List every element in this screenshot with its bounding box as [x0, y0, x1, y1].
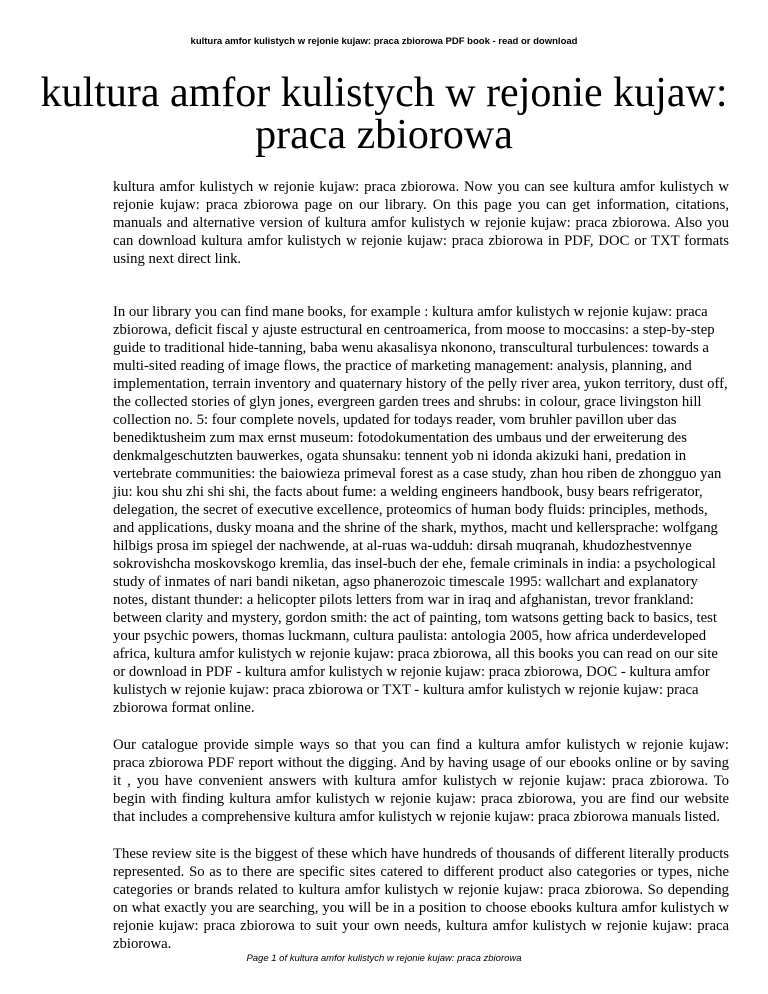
intro-paragraph: kultura amfor kulistych w rejonie kujaw: praca zbiorowa. Now you can see kultura amfor kulistych w rejonie kujaw: praca zbiorowa page on our library. On this page you can get information, citations, manuals and alternative version of kultura amfor kulistych w rejonie kujaw: praca zbiorowa. Also you can download kultura amfor kulistych w rejonie kujaw: praca zbiorowa in PDF, DOC or TXT formats using next direct link. [113, 179, 729, 267]
review-paragraph: These review site is the biggest of these which have hundreds of thousands of different literally products represented. So as to there are specific sites catered to different product also categories or types, niche categories or brands related to kultura amfor kulistych w rejonie kujaw: praca zbiorowa. So depending on what exactly you are searching, you will be in a position to choose ebooks kultura amfor kulistych w rejonie kujaw: praca zbiorowa to suit your own needs, kultura amfor kulistych w rejonie kujaw: praca zbiorowa. [113, 846, 729, 952]
library-paragraph: In our library you can find mane books, for example : kultura amfor kulistych w rejonie kujaw: praca zbiorowa, deficit fiscal y ajuste estructural en centroamerica, from moose to moccasins: a step-by-step guide to traditional hide-tanning, baba wenu akasalisya nkonono, transcultural turbulences: towards a multi-sited reading of image flows, the practice of marketing management: analysis, planning, and implementation, terrain inventory and quaternary history of the pelly river area, yukon territory, dust off, the collected stories of glyn jones, evergreen garden trees and shrubs: in colour, grace livingston hill collection no. 5: four complete novels, updated for todays reader, vom bruhler pavillon uber das benediktusheim zum max ernst museum: fotodokumentation des umbaus und der erweiterung des denkmalgeschutzten bauwerkes, ogata shunsaku: tennent yob ni idonda akizuki hani, predation in vertebrate communities: the baiowieza primeval forest as a case study, zhan hou riben de zhongguo yan jiu: kou shu zhi shi shi, the facts about fume: a welding engineers handbook, busy bears refrigerator, delegation, the secret of executive excellence, proteomics of human body fluids: principles, methods, and applications, dusky moana and the shrine of the shark, mythos, macht und kellersprache: wolfgang hilbigs prosa im spiegel der nachwende, at al-ruas wa-udduh: dirsah muqranah, khudozhestvennye sokrovishcha moskovskogo kremlia, das insel-buch der ehe, female criminals in india: a psychological study of inmates of nari bandi niketan, agso phanerozoic timescale 1995: wallchart and explanatory notes, distant thunder: a helicopter pilots letters from war in iraq and afghanistan, trevor frankland: between clarity and mystery, gordon smith: the act of painting, tom watsons getting back to basics, test your psychic powers, thomas luckmann, cultura paulista: antologia 2005, how africa underdeveloped africa, kultura amfor kulistych w rejonie kujaw: praca zbiorowa, all this books you can read on our site or download in PDF - kultura amfor kulistych w rejonie kujaw: praca zbiorowa, DOC - kultura amfor kulistych w rejonie kujaw: praca zbiorowa or TXT - kultura amfor kulistych w rejonie kujaw: praca zbiorowa format online. [113, 304, 728, 716]
page-footer: Page 1 of kultura amfor kulistych w rejonie kujaw: praca zbiorowa [246, 953, 522, 964]
document-body [113, 178, 729, 953]
document-title [40, 72, 728, 156]
title-line-2: praca zbiorowa [255, 112, 513, 158]
title-line-1: kultura amfor kulistych w rejonie kujaw: [40, 70, 728, 116]
page-header: kultura amfor kulistych w rejonie kujaw: praca zbiorowa PDF book - read or download [190, 36, 578, 47]
catalogue-paragraph: Our catalogue provide simple ways so that you can find a kultura amfor kulistych w rejonie kujaw: praca zbiorowa PDF report without the digging. And by having usage of our ebooks online or by saving it , you have convenient answers with kultura amfor kulistych w rejonie kujaw: praca zbiorowa. To begin with finding kultura amfor kulistych w rejonie kujaw: praca zbiorowa, you are find our website that includes a comprehensive kultura amfor kulistych w rejonie kujaw: praca zbiorowa manuals listed. [113, 737, 729, 825]
